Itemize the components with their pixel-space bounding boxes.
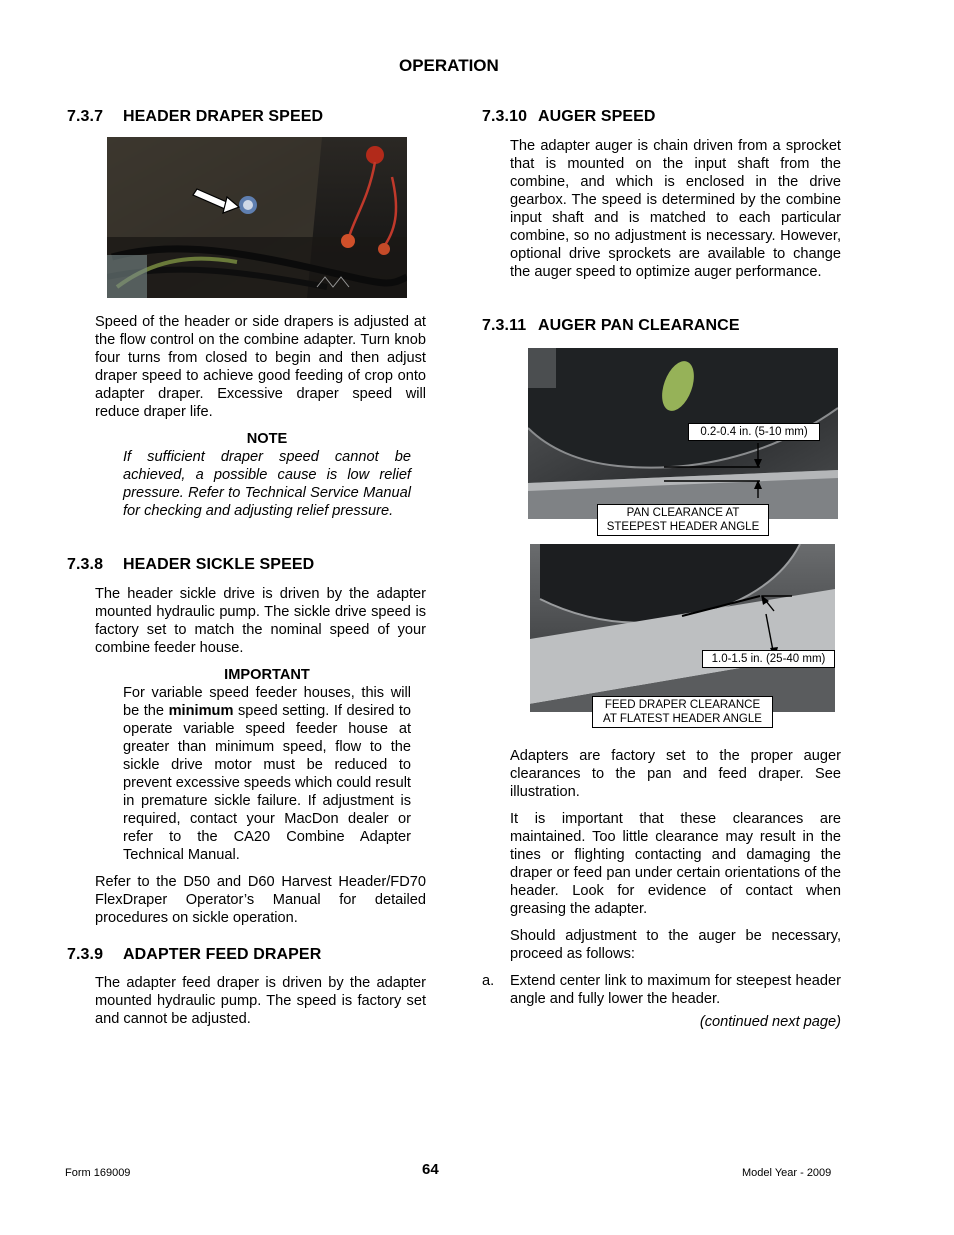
pan-clearance-dimension: 0.2-0.4 in. (5-10 mm) bbox=[688, 423, 820, 441]
section-heading-7-3-11 bbox=[482, 317, 740, 335]
continued-note: (continued next page) bbox=[699, 1014, 841, 1030]
note-text: If sufficient draper speed cannot be achieved, a possible cause is low relief pressure. Refer to Technical Service Manual for checking and adjusting relief pressure. bbox=[123, 449, 411, 519]
important-label: IMPORTANT bbox=[224, 667, 310, 683]
important-text-start: For variable speed feeder houses, this will be the bbox=[123, 685, 411, 719]
section-number: 7.3.11 bbox=[482, 317, 527, 334]
section-number: 7.3.7 bbox=[67, 108, 104, 125]
important-text-end: speed setting. If desired to operate variable speed feeder house at greater than minimum speed, flow to the sickle drive motor must be reduced to prevent excessive speeds which could result in premature sickle failure. If adjustment is required, contact your MacDon dealer or refer to the CA20 Combine Adapter Technical Manual. bbox=[123, 703, 412, 863]
feed-draper-clearance-photo bbox=[530, 544, 835, 712]
section-title: HEADER DRAPER SPEED bbox=[123, 108, 324, 125]
section-body: The adapter auger is chain driven from a sprocket that is mounted on the input shaft from the combine, and which is enclosed in the drive gearbox. The speed is determined by the combine input shaft and is matched to each particular combine, so no adjustment is necessary. However, optional drive sprockets are available to change the auger speed to optimize auger performance. bbox=[510, 138, 841, 280]
caption-line-2: AT FLATEST HEADER ANGLE bbox=[603, 713, 762, 725]
section-heading-7-3-9 bbox=[67, 946, 321, 964]
photo-illustration bbox=[530, 544, 835, 712]
section-heading-7-3-10 bbox=[482, 108, 656, 126]
section-title: AUGER PAN CLEARANCE bbox=[538, 317, 740, 334]
caption-line-2: STEEPEST HEADER ANGLE bbox=[606, 521, 760, 533]
step-a-text: Extend center link to maximum for steepest header angle and fully lower the header. bbox=[510, 973, 841, 1007]
section-body: The header sickle drive is driven by the adapter mounted hydraulic pump. The sickle drive speed is factory set to match the nominal speed of your combine feeder house. bbox=[95, 586, 426, 656]
section-body-2: Refer to the D50 and D60 Harvest Header/FD70 FlexDraper Operator’s Manual for detailed procedures on sickle operation. bbox=[95, 874, 426, 926]
feed-draper-clearance-dimension: 1.0-1.5 in. (25-40 mm) bbox=[702, 650, 835, 668]
caption-line-1: PAN CLEARANCE AT bbox=[626, 507, 740, 519]
clearance-paragraph-1: Adapters are factory set to the proper auger clearances to the pan and feed draper. See illustration. bbox=[510, 748, 841, 800]
important-text bbox=[123, 684, 411, 864]
section-title: AUGER SPEED bbox=[538, 108, 656, 125]
model-year: Model Year - 2009 bbox=[742, 1167, 832, 1179]
step-a-label: a. bbox=[482, 973, 495, 989]
clearance-paragraph-2: It is important that these clearances are maintained. Too little clearance may result in the tines or flighting contacting and damaging the draper or feed pan under certain orientations of the header. Look for evidence of contact when greasing the adapter. bbox=[510, 811, 841, 917]
photo-illustration bbox=[107, 137, 407, 298]
section-heading-7-3-7 bbox=[67, 108, 323, 126]
feed-draper-clearance-caption bbox=[592, 696, 773, 728]
note-label: NOTE bbox=[246, 431, 288, 447]
caption-line-1: FEED DRAPER CLEARANCE bbox=[604, 699, 761, 711]
section-title: HEADER SICKLE SPEED bbox=[123, 556, 315, 573]
clearance-paragraph-3: Should adjustment to the auger be necessary, proceed as follows: bbox=[510, 928, 841, 962]
section-body: The adapter feed draper is driven by the adapter mounted hydraulic pump. The speed is factory set and cannot be adjusted. bbox=[95, 975, 426, 1027]
section-number: 7.3.9 bbox=[67, 946, 104, 963]
draper-flow-control-photo bbox=[107, 137, 407, 298]
page-title: OPERATION bbox=[399, 56, 499, 75]
section-number: 7.3.8 bbox=[67, 556, 104, 573]
section-heading-7-3-8 bbox=[67, 556, 314, 574]
section-title: ADAPTER FEED DRAPER bbox=[123, 946, 322, 963]
important-emphasis: minimum bbox=[168, 703, 234, 719]
section-number: 7.3.10 bbox=[482, 108, 528, 125]
page-number: 64 bbox=[422, 1161, 439, 1178]
section-body: Speed of the header or side drapers is adjusted at the flow control on the combine adapter. Turn knob four turns from closed to begin and then adjust draper speed to achieve good feeding of crop onto adapter draper. Excessive draper speed will reduce draper life. bbox=[95, 314, 426, 420]
form-number: Form 169009 bbox=[65, 1167, 131, 1179]
pan-clearance-caption bbox=[597, 504, 769, 536]
